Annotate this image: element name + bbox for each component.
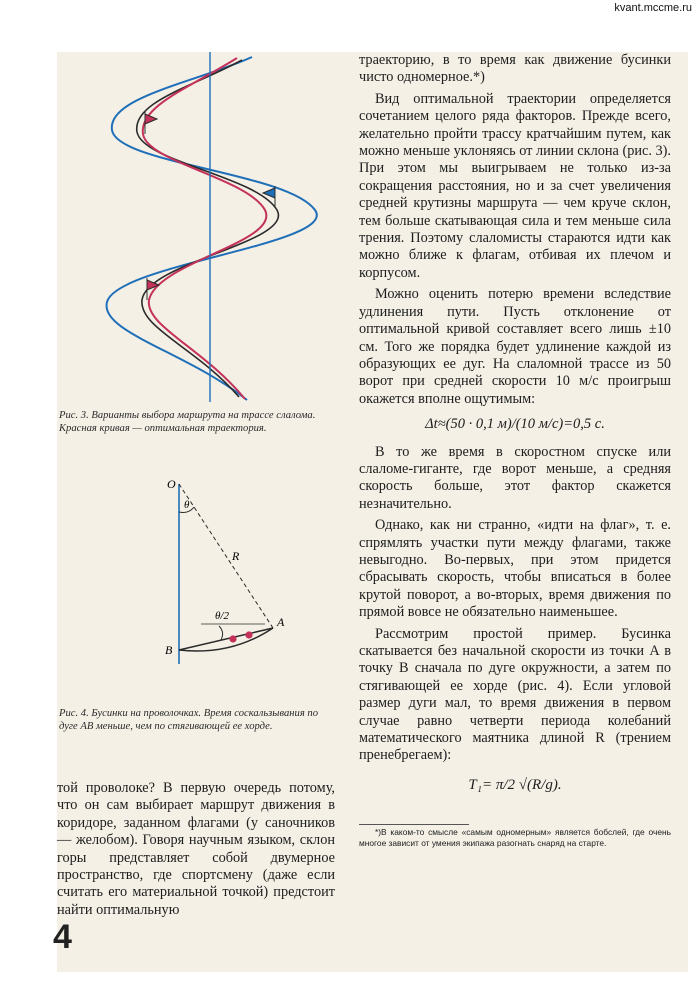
footnote: *)В каком-то смысле «самым одномерным» является бобслей, где очень многое зависит от умения экипажа разогнать снаряд на старте. [359,827,671,849]
chord-ab [179,628,273,650]
journal-page [53,52,688,972]
site-url[interactable]: kvant.mccme.ru [614,2,692,14]
paragraph: Вид оптимальной траектории определяется сочетанием целого ряда факторов. Прежде всего, желательно пройти трассу кратчайшим путем, как можно меньше уклоняясь от линии склона (рис. 3). При этом мы выигрываем не только из-за сокращения расстояния, но и за счет увеличения средней крутизны маршрута — чем круче склон, тем больше скатывающая сила и тем меньше сила трения. Поэтому слаломисты стараются идти как можно ближе к флагам, отбивая их плечом и корпусом. [359,90,671,281]
paragraph: траекторию, в то время как движение бусинки чисто одномерное.*) [359,52,671,86]
figure-3-caption: Рис. 3. Варианты выбора маршрута на трассе слалома. Красная кривая — оптимальная траектория. [59,410,316,435]
paragraph: Однако, как ни странно, «идти на флаг», т. е. спрямлять участки пути между флагами, также невыгодно. Во-первых, при этом придется сбрасывать скорость, чтобы вписаться в более крутой поворот, а во-вторых, время движения по прямой вовсе не обязательно наименьшее. [359,517,671,621]
bead-icon [245,631,252,638]
footnote-divider [359,824,469,825]
formula-delta-t: Δt≈(50 · 0,1 м)/(10 м/с)=0,5 с. [425,416,605,433]
figure-3-slalom-routes [77,52,339,402]
label-r: R [232,549,240,563]
radius-line [179,484,273,628]
figure-4-caption: Рис. 4. Бусинки на проволочках. Время соскальзывания по дуге AB меньше, чем по стягивающей ее хорде. [59,708,318,733]
red-optimal-route [143,58,267,399]
label-a: A [277,615,285,629]
label-b: B [165,643,173,657]
paragraph: В то же время в скоростном спуске или слаломе-гиганте, где ворот меньше, а средняя скорость больше, этот фактор скажется незначительно. [359,443,671,512]
right-column-text [359,52,671,853]
label-theta: θ [184,499,190,511]
figure-4-beads-on-wires [161,474,341,670]
flag-icon [145,112,157,134]
paragraph: той проволоке? В первую очередь потому, что он сам выбирает маршрут движения в коридоре, заданном флагами (у саночников — желобом). Говоря научным языком, склон горы представляет собой двумерное пространство, где спортсмену (даже если считать его материальной точкой) предстоит найти оптимальную [57,780,335,918]
page-number: 4 [53,918,72,956]
paragraph: Можно оценить потерю времени вследствие удлинения пути. Пусть отклонение от оптимальной кривой составляет всего лишь ±10 см. Того же порядка будет удлинение каждой из образующих ее дуг. На слаломной трассе из 50 ворот при средней скорости 10 м/с проигрыш окажется вполне ощутимым: [359,286,671,407]
formula-t1: T₁= π/2 √(R/g). [468,776,562,793]
paragraph: Рассмотрим простой пример. Бусинка скатывается без начальной скорости из точки A в точку B сначала по дуге окружности, а затем по стягивающей ее хорде (рис. 4). Если угловой размер дуги мал, то время движения в первом случае равно четверти периода колебаний математического маятника длиной R (трением пренебрегаем): [359,625,671,764]
label-theta-half: θ/2 [215,610,229,622]
label-o: O [167,477,176,491]
bead-icon [229,635,236,642]
left-column-text [57,780,335,919]
blue-route-outer [106,57,316,400]
